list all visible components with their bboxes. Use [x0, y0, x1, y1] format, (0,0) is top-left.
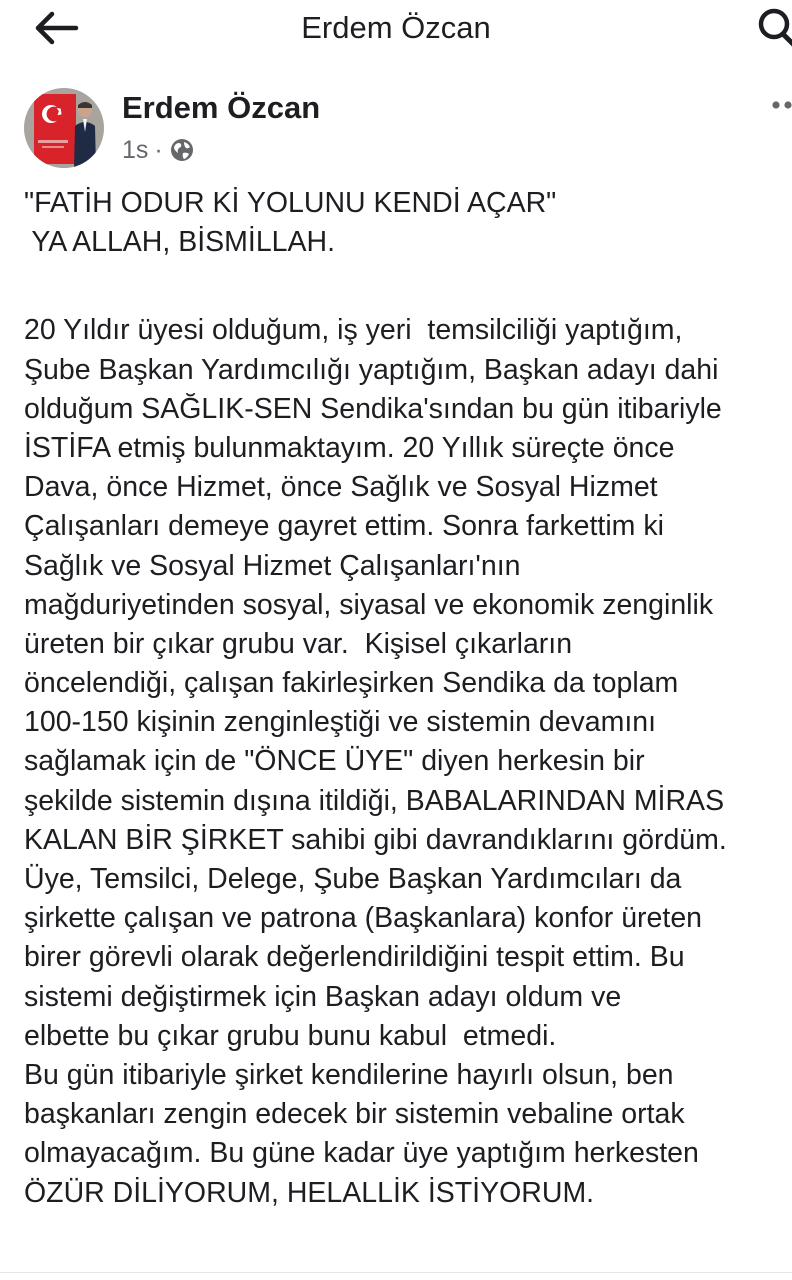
post-text [24, 184, 792, 1213]
post-text-line: üreten bir çıkar grubu var. Kişisel çıkarların [24, 627, 573, 660]
post-text-line: Şube Başkan Yardımcılığı yaptığım, Başkan adayı dahi [24, 353, 719, 386]
post-text-line: YA ALLAH, BİSMİLLAH. [24, 226, 336, 259]
post-text-line: Dava, önce Hizmet, önce Sağlık ve Sosyal Hizmet [24, 471, 658, 504]
post-meta [122, 134, 195, 166]
post-text-line: mağduriyetinden sosyal, siyasal ve ekonomik zenginlik [24, 588, 714, 621]
globe-icon [169, 137, 195, 163]
page-title: Erdem Özcan [301, 10, 491, 45]
post-text-line: "FATİH ODUR Kİ YOLUNU KENDİ AÇAR" [24, 187, 557, 219]
post-text-line: olduğum SAĞLIK-SEN Sendika'sından bu gün itibariyle [24, 392, 722, 425]
post-text-line: Sağlık ve Sosyal Hizmet Çalışanları'nın [24, 549, 521, 582]
search-icon [752, 4, 792, 48]
meta-separator: · [154, 135, 163, 164]
post-text-line: 100-150 kişinin zenginleştiği ve sistemin devamını [24, 706, 657, 739]
post-text-line: sağlamak için de "ÖNCE ÜYE" diyen herkesin bir [24, 745, 645, 778]
post-text-line: başkanları zengin edecek bir sistemin vebaline ortak [24, 1098, 685, 1131]
post-text-line: şekilde sistemin dışına itildiği, BABALARINDAN MİRAS [24, 784, 725, 817]
divider [0, 1272, 792, 1273]
post-text-line: elbette bu çıkar grubu bunu kabul etmedi. [24, 1019, 557, 1052]
top-app-bar [0, 0, 792, 56]
post-text-line: birer görevli olarak değerlendirildiğini tespit ettim. Bu [24, 941, 685, 974]
post-text-line: olmayacağım. Bu güne kadar üye yaptığım herkesten [24, 1137, 699, 1170]
avatar[interactable] [24, 88, 104, 168]
post-author-name[interactable]: Erdem Özcan [122, 90, 321, 125]
post-text-line: Üye, Temsilci, Delege, Şube Başkan Yardımcıları da [24, 863, 682, 895]
profile-photo [24, 88, 104, 168]
post-text-line: sistemi değiştirmek için Başkan adayı oldum ve [24, 980, 622, 1013]
post-text-line: KALAN BİR ŞİRKET sahibi gibi davrandıklarını gördüm. [24, 823, 727, 856]
more-horizontal-icon [770, 96, 792, 114]
paragraph-gap [24, 262, 792, 311]
post-text-line: 20 Yıldır üyesi olduğum, iş yeri temsilciliği yaptığım, [24, 314, 683, 347]
post-timestamp[interactable]: 1s [122, 135, 149, 164]
post-text-line: Çalışanları demeye gayret ettim. Sonra farkettim ki [24, 510, 664, 543]
post-text-line: öncelendiği, çalışan fakirleşirken Sendika da toplam [24, 667, 679, 700]
post-more-button[interactable] [770, 96, 792, 114]
post-text-line: İSTİFA etmiş bulunmaktayım. 20 Yıllık süreçte önce [24, 431, 675, 464]
post-text-line: ÖZÜR DİLİYORUM, HELALLİK İSTİYORUM. [24, 1176, 595, 1209]
search-button[interactable] [752, 4, 792, 48]
post-text-line: Bu gün itibariyle şirket kendilerine hayırlı olsun, ben [24, 1058, 674, 1091]
post-text-line: şirkette çalışan ve patrona (Başkanlara) konfor üreten [24, 902, 703, 935]
